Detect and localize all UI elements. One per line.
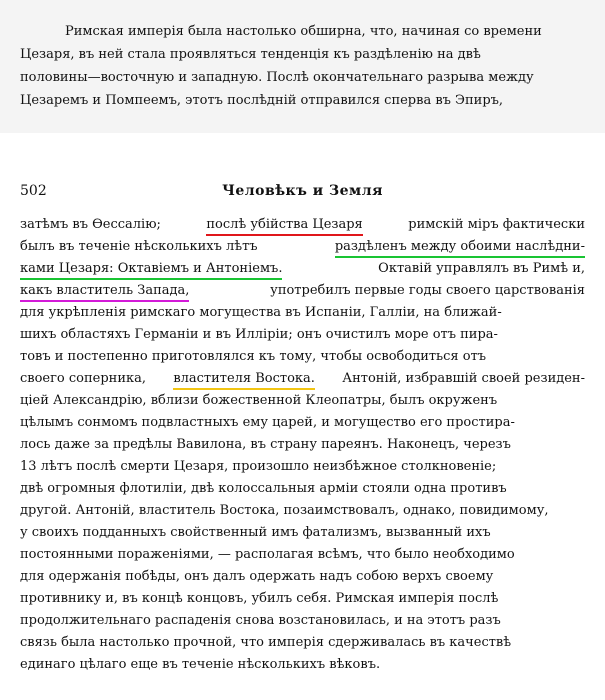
text-segment: другой. Антоній, властитель Востока, позаимствовалъ, однако, повидимому, <box>20 503 549 518</box>
text-segment: употребилъ первые годы своего царствованія <box>270 283 585 298</box>
text-segment: для укрѣпленія римскаго могущества въ Испаніи, Галліи, на ближай- <box>20 305 502 320</box>
text-segment: Антоній, избравшій своей резиден- <box>342 371 585 386</box>
text-line <box>20 302 585 324</box>
text-line <box>20 522 585 544</box>
text-line <box>20 566 585 588</box>
highlighted-phrase-yellow: властителя Востока. <box>173 368 315 390</box>
text-segment: лось даже за предѣлы Вавилона, въ страну пареянъ. Наконецъ, черезъ <box>20 437 511 452</box>
excerpt-line: Цезаремъ и Помпеемъ, этотъ послѣдній отправился сперва въ Эпиръ, <box>20 93 504 108</box>
text-line <box>20 456 585 478</box>
text-line <box>20 478 585 500</box>
text-segment: своего соперника, <box>20 371 147 386</box>
text-segment: у своихъ подданныхъ свойственный имъ фатализмъ, вызванный ихъ <box>20 525 491 540</box>
text-line <box>20 346 585 368</box>
text-segment: связь была настолько прочной, что имперія сдерживалась въ качествѣ <box>20 635 512 650</box>
text-line <box>20 632 585 654</box>
previous-page-excerpt <box>0 0 605 133</box>
text-line <box>20 368 585 390</box>
text-segment: затѣмъ въ Ѳессалію; <box>20 217 161 232</box>
text-segment: шихъ областяхъ Германіи и въ Илліріи; онъ очистилъ море отъ пира- <box>20 327 498 342</box>
excerpt-line: половины—восточную и западную. Послѣ окончательнаго разрыва между <box>20 70 534 85</box>
text-segment: римскій міръ фактически <box>408 217 585 232</box>
running-title: Человѣкъ и Земля <box>222 183 383 199</box>
excerpt-line: Римская имперія была настолько обширна, что, начиная со времени <box>65 24 542 39</box>
text-line <box>20 412 585 434</box>
text-segment: постоянными пораженіями, — располагая всѣмъ, что было необходимо <box>20 547 515 562</box>
text-segment: ціей Александрію, вблизи божественной Клеопатры, былъ окруженъ <box>20 393 498 408</box>
text-segment: продолжительнаго распаденія снова возстановилась, и на этотъ разъ <box>20 613 501 628</box>
text-segment: 13 лѣтъ послѣ смерти Цезаря, произошло неизбѣжное столкновеніе; <box>20 459 497 474</box>
text-segment: единаго цѣлаго еще въ теченіе нѣсколькихъ вѣковъ. <box>20 657 381 672</box>
text-segment: для одержанія побѣды, онъ далъ одержать надъ собою верхъ своему <box>20 569 494 584</box>
highlighted-phrase-red: послѣ убійства Цезаря <box>206 214 362 236</box>
text-segment: товъ и постепенно приготовлялся къ тому, чтобы освободиться отъ <box>20 349 487 364</box>
excerpt-paragraph <box>20 20 585 112</box>
text-line <box>20 654 585 676</box>
text-segment: Октавій управлялъ въ Римѣ и, <box>378 261 585 276</box>
highlighted-phrase-green: раздѣленъ между обоими наслѣдни- <box>335 236 585 258</box>
text-line <box>20 390 585 412</box>
text-line <box>20 588 585 610</box>
text-line <box>20 258 585 280</box>
main-text <box>20 214 585 676</box>
text-segment: противнику и, въ концѣ концовъ, убилъ себя. Римская имперія послѣ <box>20 591 499 606</box>
text-line <box>20 610 585 632</box>
text-line <box>20 280 585 302</box>
text-segment: двѣ огромныя флотиліи, двѣ колоссальныя арміи стояли одна противъ <box>20 481 507 496</box>
text-line <box>20 236 585 258</box>
text-line <box>20 434 585 456</box>
text-line <box>20 544 585 566</box>
text-segment: цѣлымъ сонмомъ подвластныхъ ему царей, и могущество его простира- <box>20 415 515 430</box>
text-segment: былъ въ теченіе нѣсколькихъ лѣтъ <box>20 239 258 254</box>
text-line <box>20 500 585 522</box>
highlighted-phrase-green: ками Цезаря: Октавіемъ и Антоніемъ. <box>20 258 282 280</box>
text-line <box>20 214 585 236</box>
excerpt-line: Цезаря, въ ней стала проявляться тенденція къ раздѣленію на двѣ <box>20 47 481 62</box>
page-number: 502 <box>20 183 47 199</box>
highlighted-phrase-magenta: какъ властитель Запада, <box>20 280 189 302</box>
text-line <box>20 324 585 346</box>
page-header <box>20 183 585 203</box>
